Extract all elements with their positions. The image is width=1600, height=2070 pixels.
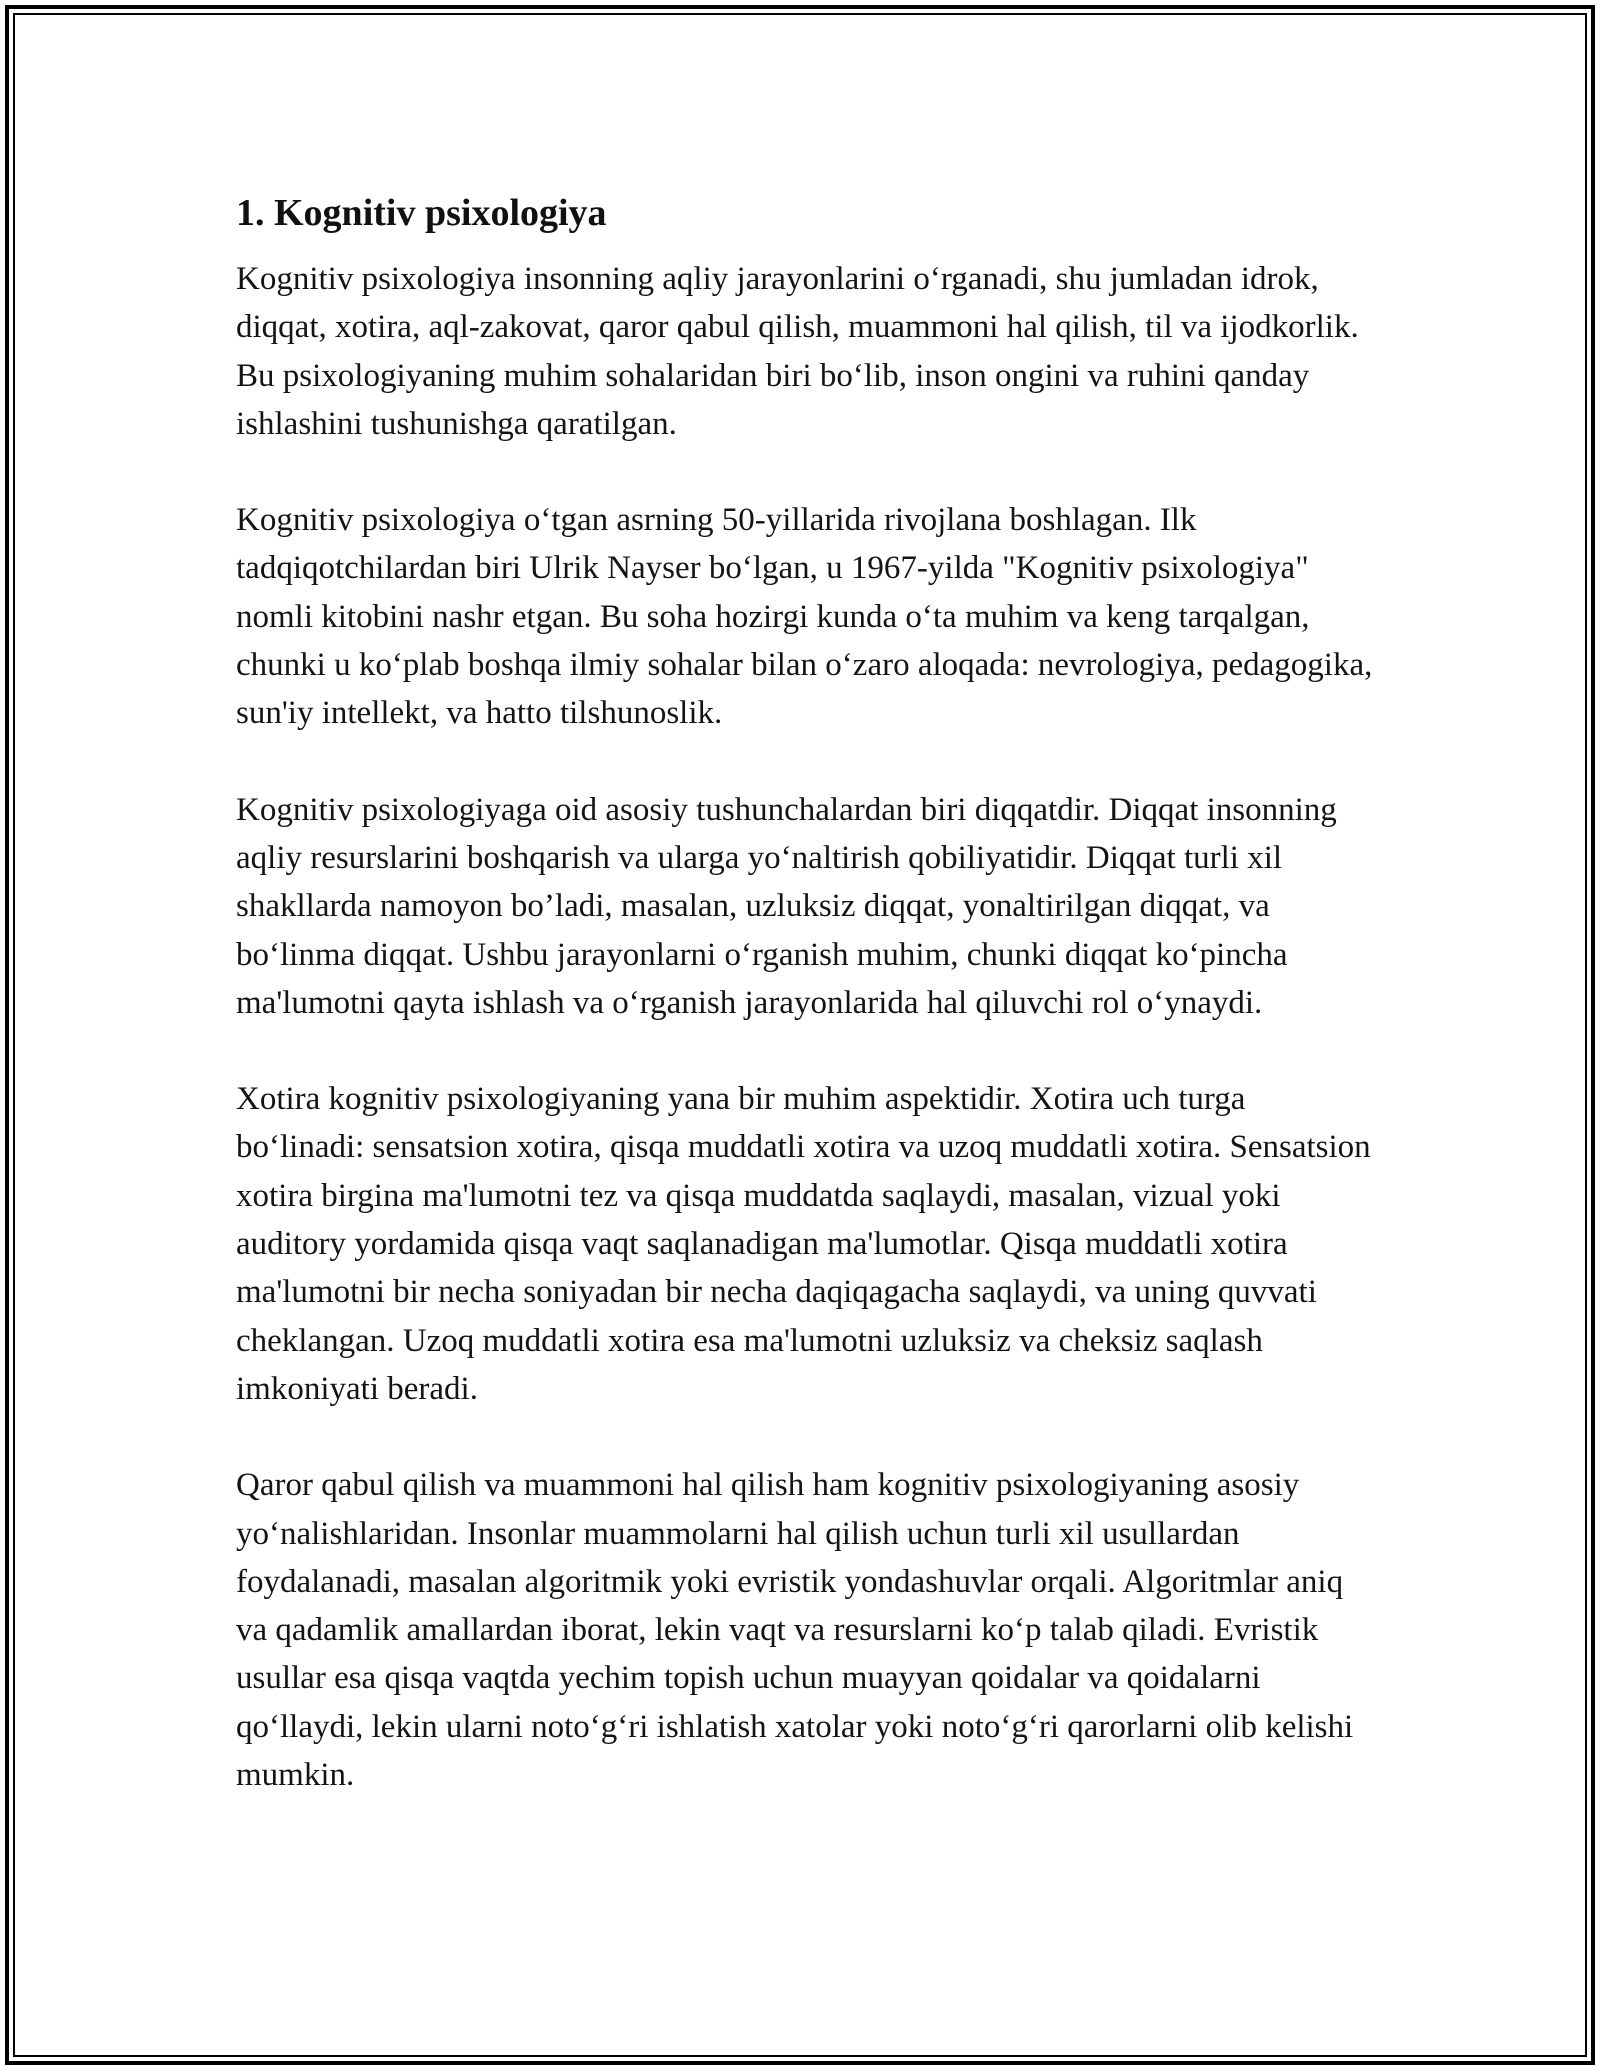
- paragraph-decision-making: Qaror qabul qilish va muammoni hal qilish ham kognitiv psixologiyaning asosiy yo‘nalishlaridan. Insonlar muammolarni hal qilish uchun turli xil usullardan foydalanadi, masalan algoritmik yoki evristik yondashuvlar orqali. Algoritmlar aniq va qadamlik amallardan iborat, lekin vaqt va resurslarni ko‘p talab qiladi. Evristik usullar esa qisqa vaqtda yechim topish uchun muayyan qoidalar va qoidalarni qo‘llaydi, lekin ularni noto‘g‘ri ishlatish xatolar yoki noto‘g‘ri qarorlarni olib kelishi mumkin.: [236, 1467, 1354, 1794]
- paragraph-history: Kognitiv psixologiya o‘tgan asrning 50-yillarida rivojlana boshlagan. Ilk tadqiqotchilardan biri Ulrik Nayser bo‘lgan, u 1967-yilda "Kognitiv psixologiya" nomli kitobini nashr etgan. Bu soha hozirgi kunda o‘ta muhim va keng tarqalgan, chunki u ko‘plab boshqa ilmiy sohalar bilan o‘zaro aloqada: nevrologiya, pedagogika, sun'iy intellekt, va hatto tilshunoslik.: [236, 502, 1373, 732]
- paragraph-memory: Xotira kognitiv psixologiyaning yana bir muhim aspektidir. Xotira uch turga bo‘linadi: sensatsion xotira, qisqa muddatli xotira va uzoq muddatli xotira. Sensatsion xotira birgina ma'lumotni tez va qisqa muddatda saqlaydi, masalan, vizual yoki auditory yordamida qisqa vaqt saqlanadigan ma'lumotlar. Qisqa muddatli xotira ma'lumotni bir necha soniyadan bir necha daqiqagacha saqlaydi, va uning quvvati cheklangan. Uzoq muddatli xotira esa ma'lumotni uzluksiz va cheksiz saqlash imkoniyati beradi.: [236, 1081, 1371, 1407]
- paragraph-intro: Kognitiv psixologiya insonning aqliy jarayonlarini o‘rganadi, shu jumladan idrok, diqqat, xotira, aql-zakovat, qaror qabul qilish, muammoni hal qilish, til va ijodkorlik. Bu psixologiyaning muhim sohalaridan biri bo‘lib, inson ongini va ruhini qanday ishlashini tushunishga qaratilgan.: [236, 261, 1359, 442]
- document-body: [236, 185, 1376, 1847]
- section-heading: 1. Kognitiv psixologiya: [236, 192, 607, 234]
- paragraph-attention: Kognitiv psixologiyaga oid asosiy tushunchalardan biri diqqatdir. Diqqat insonning aqliy resurslarini boshqarish va ularga yo‘naltirish qobiliyatidir. Diqqat turli xil shakllarda namoyon bo’ladi, masalan, uzluksiz diqqat, yonaltirilgan diqqat, va bo‘linma diqqat. Ushbu jarayonlarni o‘rganish muhim, chunki diqqat ko‘pincha ma'lumotni qayta ishlash va o‘rganish jarayonlarida hal qiluvchi rol o‘ynaydi.: [236, 791, 1337, 1021]
